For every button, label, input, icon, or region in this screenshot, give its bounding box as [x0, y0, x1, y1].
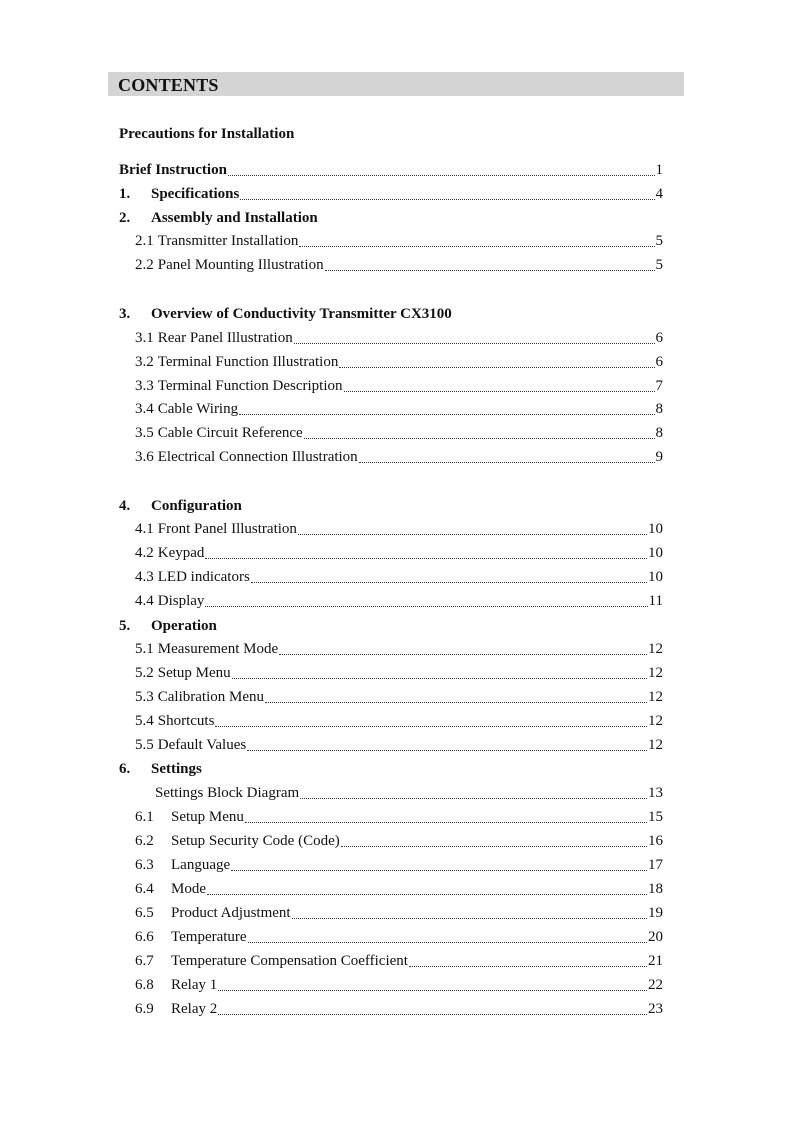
toc-entry-text: Cable Wiring: [157, 401, 239, 417]
dot-leader: [299, 246, 654, 247]
toc-entry-text: Temperature Compensation Coefficient: [171, 953, 408, 969]
toc-entry-text: Relay 2: [171, 1001, 218, 1017]
toc-entry-3-4[interactable]: [135, 398, 663, 418]
toc-entry-text: Operation: [151, 618, 217, 634]
toc-page-number: 10: [648, 569, 663, 585]
toc-page-number: 10: [648, 521, 663, 537]
dot-leader: [205, 606, 647, 607]
toc-entry-text: Calibration Menu: [157, 689, 264, 705]
toc-page-number: 6: [655, 354, 663, 370]
toc-entry-2-2[interactable]: [135, 254, 663, 274]
dot-leader: [341, 846, 647, 847]
dot-leader: [300, 798, 647, 799]
dot-leader: [215, 726, 647, 727]
toc-section-6[interactable]: [119, 758, 663, 778]
toc-page-number: 19: [648, 905, 663, 921]
toc-entry-6-5[interactable]: [135, 902, 663, 922]
toc-section-number: 3.2: [135, 354, 154, 370]
toc-section-number: 4.: [119, 498, 131, 514]
toc-section-number: 6.8: [135, 977, 154, 993]
dot-leader: [298, 534, 647, 535]
dot-leader: [304, 438, 655, 439]
toc-entry-text: Panel Mounting Illustration: [157, 257, 324, 273]
toc-page-number: 12: [648, 641, 663, 657]
toc-section-3[interactable]: [119, 303, 663, 323]
toc-entry-3-5[interactable]: [135, 422, 663, 442]
dot-leader: [279, 654, 647, 655]
dot-leader: [207, 894, 647, 895]
toc-entry-text: Settings: [151, 761, 202, 777]
toc-entry-text: LED indicators: [157, 569, 250, 585]
toc-page-number: 20: [648, 929, 663, 945]
toc-entry-text: Assembly and Installation: [151, 210, 318, 226]
toc-page-number: 21: [648, 953, 663, 969]
toc-page-number: 17: [648, 857, 663, 873]
toc-page-number: 4: [655, 186, 663, 202]
toc-entry-text: Keypad: [157, 545, 205, 561]
toc-entry-text: Configuration: [151, 498, 242, 514]
toc-entry-text: Cable Circuit Reference: [157, 425, 303, 441]
toc-entry-text: Setup Security Code (Code): [171, 833, 340, 849]
dot-leader: [325, 270, 655, 271]
toc-section-number: 6.4: [135, 881, 154, 897]
toc-section-number: 5.2: [135, 665, 154, 681]
dot-leader: [409, 966, 647, 967]
toc-section-number: 3.3: [135, 378, 154, 394]
toc-entry-2-1[interactable]: [135, 230, 663, 250]
toc-entry-text: Display: [157, 593, 205, 609]
dot-leader: [251, 582, 647, 583]
toc-entry-5-1[interactable]: [135, 638, 663, 658]
dot-leader: [344, 391, 655, 392]
toc-page-number: 8: [655, 401, 663, 417]
toc-section-number: 3.6: [135, 449, 154, 465]
toc-page-number: 22: [648, 977, 663, 993]
toc-entry-settings-block-diagram[interactable]: [155, 782, 663, 802]
toc-page-number: 6: [655, 330, 663, 346]
dot-leader: [205, 558, 647, 559]
dot-leader: [232, 678, 647, 679]
toc-entry-6-9[interactable]: [135, 998, 663, 1018]
toc-entry-text: Electrical Connection Illustration: [157, 449, 358, 465]
toc-entry-3-6[interactable]: [135, 446, 663, 466]
toc-entry-text: Front Panel Illustration: [157, 521, 297, 537]
toc-section-number: 5.4: [135, 713, 154, 729]
toc-entry-6-2[interactable]: [135, 830, 663, 850]
toc-entry-text: Measurement Mode: [157, 641, 279, 657]
toc-entry-text: Mode: [171, 881, 206, 897]
toc-entry-6-8[interactable]: [135, 974, 663, 994]
toc-section-number: 4.1: [135, 521, 154, 537]
dot-leader: [294, 343, 655, 344]
toc-page-number: 10: [648, 545, 663, 561]
toc-section-number: 6.3: [135, 857, 154, 873]
dot-leader: [231, 870, 647, 871]
toc-entry-4-2[interactable]: [135, 542, 663, 562]
toc-entry-text: Setup Menu: [157, 665, 231, 681]
toc-entry-6-3[interactable]: [135, 854, 663, 874]
toc-section-4[interactable]: [119, 495, 663, 515]
toc-page-number: 23: [648, 1001, 663, 1017]
toc-brief-instruction[interactable]: [119, 159, 663, 179]
toc-entry-3-2[interactable]: [135, 351, 663, 371]
toc-entry-text: Product Adjustment: [171, 905, 291, 921]
toc-entry-text: Settings Block Diagram: [155, 785, 300, 801]
toc-page-number: 8: [655, 425, 663, 441]
dot-leader: [218, 1014, 647, 1015]
toc-entry-5-2[interactable]: [135, 662, 663, 682]
toc-entry-text: Overview of Conductivity Transmitter CX3100: [151, 306, 452, 322]
toc-entry-6-4[interactable]: [135, 878, 663, 898]
toc-section-number: 6.9: [135, 1001, 154, 1017]
dot-leader: [339, 367, 654, 368]
toc-page-number: 18: [648, 881, 663, 897]
toc-section-number: 6.6: [135, 929, 154, 945]
dot-leader: [247, 750, 647, 751]
toc-section-number: 6.1: [135, 809, 154, 825]
toc-entry-text: Setup Menu: [171, 809, 244, 825]
toc-section-number: 6.2: [135, 833, 154, 849]
toc-entry-text: Temperature: [171, 929, 247, 945]
toc-page-number: 12: [648, 665, 663, 681]
toc-entry-4-4[interactable]: [135, 590, 663, 610]
toc-section-number: 4.3: [135, 569, 154, 585]
toc-entry-text: Language: [171, 857, 231, 873]
toc-section-number: 6.5: [135, 905, 154, 921]
toc-entry-5-5[interactable]: [135, 734, 663, 754]
toc-page-number: 12: [648, 737, 663, 753]
toc-page-number: 9: [655, 449, 663, 465]
toc-entry-5-4[interactable]: [135, 710, 663, 730]
toc-entry-6-1[interactable]: [135, 806, 663, 826]
dot-leader: [292, 918, 647, 919]
dot-leader: [239, 414, 654, 415]
toc-entry-text: Terminal Function Description: [157, 378, 343, 394]
toc-entry-text: Transmitter Installation: [157, 233, 299, 249]
toc-section-number: 2.1: [135, 233, 154, 249]
dot-leader: [248, 942, 647, 943]
toc-section-5[interactable]: [119, 615, 663, 635]
toc-section-number: 5.5: [135, 737, 154, 753]
toc-entry-3-1[interactable]: [135, 327, 663, 347]
toc-entry-text: Default Values: [157, 737, 247, 753]
toc-entry-4-3[interactable]: [135, 566, 663, 586]
toc-section-number: 5.3: [135, 689, 154, 705]
toc-precautions[interactable]: [119, 123, 663, 143]
toc-section-1[interactable]: [119, 183, 663, 203]
toc-entry-text: Terminal Function Illustration: [157, 354, 339, 370]
toc-page-number: 15: [648, 809, 663, 825]
toc-section-2[interactable]: [119, 207, 663, 227]
toc-page-number: 12: [648, 713, 663, 729]
dot-leader: [218, 990, 647, 991]
page-title: CONTENTS: [118, 75, 219, 95]
toc-entry-text: Relay 1: [171, 977, 218, 993]
dot-leader: [359, 462, 655, 463]
toc-entry-5-3[interactable]: [135, 686, 663, 706]
toc-section-number: 4.4: [135, 593, 154, 609]
toc-entry-6-7[interactable]: [135, 950, 663, 970]
toc-section-number: 5.: [119, 618, 131, 634]
toc-page-number: 5: [655, 233, 663, 249]
toc-page-number: 11: [648, 593, 663, 609]
dot-leader: [228, 175, 655, 176]
toc-entry-text: Precautions for Installation: [119, 126, 295, 142]
toc-page-number: 7: [655, 378, 663, 394]
toc-section-number: 3.1: [135, 330, 154, 346]
toc-section-number: 3.: [119, 306, 131, 322]
toc-entry-4-1[interactable]: [135, 518, 663, 538]
toc-entry-text: Shortcuts: [157, 713, 215, 729]
dot-leader: [265, 702, 647, 703]
toc-entry-text: Specifications: [151, 186, 240, 202]
toc-entry-3-3[interactable]: [135, 375, 663, 395]
toc-entry-6-6[interactable]: [135, 926, 663, 946]
toc-page-number: 16: [648, 833, 663, 849]
toc-section-number: 6.7: [135, 953, 154, 969]
dot-leader: [240, 199, 654, 200]
dot-leader: [245, 822, 647, 823]
toc-page-number: 12: [648, 689, 663, 705]
toc-section-number: 6.: [119, 761, 131, 777]
toc-section-number: 3.5: [135, 425, 154, 441]
toc-section-number: 5.1: [135, 641, 154, 657]
toc-section-number: 1.: [119, 186, 131, 202]
toc-page-number: 5: [655, 257, 663, 273]
toc-page-number: 13: [648, 785, 663, 801]
toc-entry-text: Rear Panel Illustration: [157, 330, 293, 346]
toc-page-number: 1: [655, 162, 663, 178]
toc-section-number: 2.: [119, 210, 131, 226]
toc-section-number: 3.4: [135, 401, 154, 417]
toc-section-number: 4.2: [135, 545, 154, 561]
toc-section-number: 2.2: [135, 257, 154, 273]
toc-entry-text: Brief Instruction: [119, 162, 227, 178]
